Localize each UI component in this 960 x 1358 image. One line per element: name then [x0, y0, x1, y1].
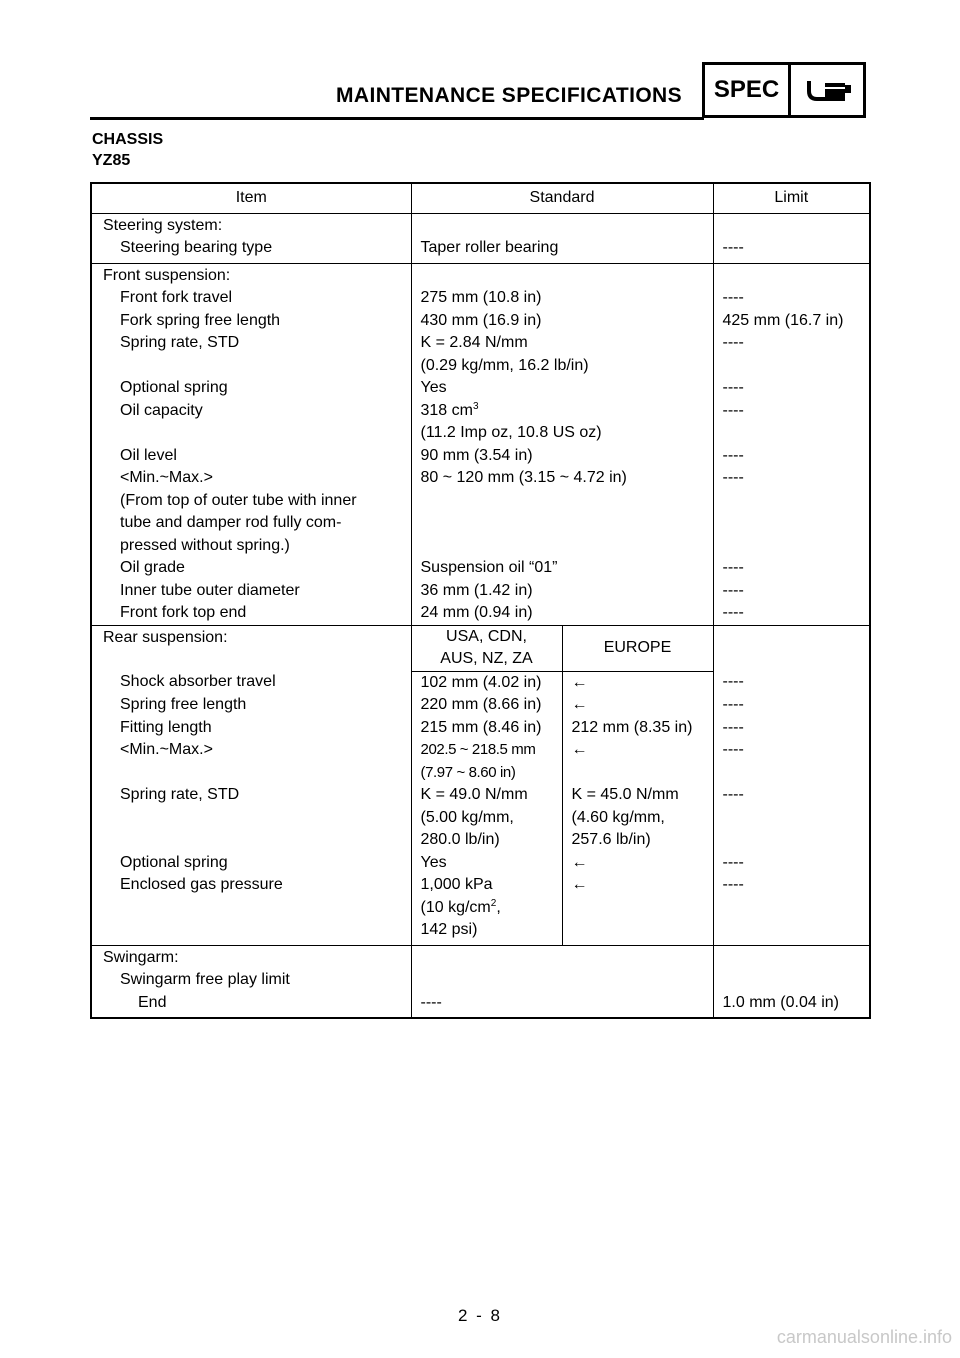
limit-value: ---- — [713, 557, 870, 580]
table-row — [91, 852, 870, 875]
table-row — [91, 580, 870, 603]
item-label: Enclosed gas pressure — [120, 876, 283, 893]
item-label: Inner tube outer diameter — [120, 581, 300, 599]
watermark: carmanualsonline.info — [776, 1327, 952, 1347]
group-title-front: Front suspension: — [91, 263, 411, 287]
limit-value: 1.0 mm (0.04 in) — [713, 992, 870, 1019]
header-item: Item — [91, 183, 411, 213]
item-label: <Min.~Max.> (From top of outer tube with inner tube and damper rod fully com- pressed without spring.) — [120, 469, 357, 554]
group-title-swingarm: Swingarm: — [91, 945, 411, 969]
item-label: Optional spring — [120, 379, 228, 396]
item-label: Fitting length — [120, 718, 212, 736]
limit-value: ---- — [713, 694, 870, 717]
item-label: Spring free length — [120, 696, 247, 713]
header-limit: Limit — [713, 183, 870, 213]
table-header-row — [91, 183, 870, 213]
standard-value-a: Yes — [411, 852, 562, 875]
limit-value: ---- — [713, 671, 870, 694]
item-label: Oil grade — [120, 559, 185, 576]
item-label: <Min.~Max.> — [120, 741, 213, 758]
table-row — [91, 694, 870, 717]
table-row — [91, 969, 870, 992]
limit-value: ---- — [713, 852, 870, 875]
standard-value: Taper roller bearing — [411, 237, 713, 263]
standard-value: 80 ~ 120 mm (3.15 ~ 4.72 in) — [411, 467, 713, 557]
table-row — [91, 377, 870, 400]
standard-value: 430 mm (16.9 in) — [411, 310, 713, 333]
table-row — [91, 332, 870, 377]
region-header-b: EUROPE — [562, 625, 713, 671]
standard-value: 24 mm (0.94 in) — [411, 602, 713, 625]
standard-value-a: 220 mm (8.66 in) — [411, 694, 562, 717]
model-name: YZ85 — [92, 152, 131, 169]
standard-value: ---- — [411, 992, 713, 1019]
table-row — [91, 213, 870, 237]
standard-value-b: ← — [562, 739, 713, 784]
table-row — [91, 310, 870, 333]
item-label: Swingarm free play limit — [120, 971, 290, 988]
chassis-spec-table — [90, 182, 871, 1019]
table-row — [91, 263, 870, 287]
standard-value: 275 mm (10.8 in) — [411, 287, 713, 310]
header-standard: Standard — [411, 183, 713, 213]
limit-value: ---- — [713, 602, 870, 625]
table-row — [91, 557, 870, 580]
table-row — [91, 739, 870, 784]
item-label: Oil level — [120, 446, 177, 464]
item-label: Front fork travel — [120, 289, 233, 306]
standard-value: Suspension oil “01” — [411, 557, 713, 580]
table-row — [91, 717, 870, 740]
item-label: Spring rate, STD — [120, 786, 240, 803]
standard-value-a: 202.5 ~ 218.5 mm (7.97 ~ 8.60 in) — [411, 739, 562, 784]
wrench-icon — [791, 65, 863, 115]
table-row — [91, 874, 870, 945]
limit-value: ---- — [713, 237, 870, 263]
table-row — [91, 945, 870, 969]
standard-value-b: ← — [562, 694, 713, 717]
standard-value-a: 1,000 kPa (10 $kg/cm^2$, 142 psi) — [411, 874, 562, 945]
standard-value: 90 mm (3.54 in) — [411, 445, 713, 468]
page-number: 2 - 8 — [457, 1306, 503, 1325]
item-label: End — [138, 993, 167, 1011]
table-row — [91, 237, 870, 263]
group-title-rear: Rear suspension: — [91, 625, 411, 671]
item-label: Fork spring free length — [120, 311, 281, 329]
table-row — [91, 467, 870, 557]
table-row — [91, 784, 870, 852]
standard-value-b: K = 45.0 N/mm (4.60 kg/mm, 257.6 lb/in) — [562, 784, 713, 852]
standard-value: Yes — [411, 377, 713, 400]
item-label: Steering bearing type — [120, 239, 273, 256]
limit-value: 425 mm (16.7 in) — [713, 310, 870, 333]
section-title: CHASSIS — [92, 131, 164, 148]
limit-value: ---- — [713, 467, 870, 557]
group-title-steering: Steering system: — [103, 216, 223, 234]
limit-value: ---- — [713, 717, 870, 740]
item-label: Spring rate, STD — [120, 334, 240, 351]
spec-badge-label: SPEC — [705, 65, 791, 115]
header-rule — [90, 117, 704, 120]
item-label: Front fork top end — [120, 604, 247, 621]
standard-value-b: ← — [562, 671, 713, 694]
limit-value: ---- — [713, 445, 870, 468]
table-row — [91, 287, 870, 310]
page-header-title: MAINTENANCE SPECIFICATIONS — [336, 84, 683, 107]
limit-value: ---- — [713, 332, 870, 377]
table-row — [91, 671, 870, 694]
standard-value-a: K = 49.0 N/mm (5.00 kg/mm, 280.0 lb/in) — [411, 784, 562, 852]
limit-value: ---- — [713, 874, 870, 945]
spec-badge — [702, 62, 866, 118]
standard-value: K = 2.84 N/mm (0.29 kg/mm, 16.2 lb/in) — [411, 332, 713, 377]
wrench-icon-graphic — [801, 75, 853, 105]
table-row — [91, 602, 870, 625]
region-header-a: USA, CDN, AUS, NZ, ZA — [411, 625, 562, 671]
standard-value: 36 mm (1.42 in) — [411, 580, 713, 603]
standard-value-a: 215 mm (8.46 in) — [411, 717, 562, 740]
limit-value: ---- — [713, 400, 870, 445]
limit-value: ---- — [713, 784, 870, 852]
standard-value-b: ← — [562, 874, 713, 945]
standard-value-b: 212 mm (8.35 in) — [562, 717, 713, 740]
item-label: Optional spring — [120, 853, 228, 871]
table-row — [91, 992, 870, 1019]
standard-value-a: 102 mm (4.02 in) — [411, 671, 562, 694]
limit-value: ---- — [713, 739, 870, 784]
limit-value: ---- — [713, 377, 870, 400]
limit-value: ---- — [713, 580, 870, 603]
table-row — [91, 400, 870, 445]
limit-value: ---- — [713, 287, 870, 310]
table-row — [91, 445, 870, 468]
item-label: Oil capacity — [120, 401, 203, 419]
standard-value: 318 $cm^3$ (11.2 Imp oz, 10.8 US oz) — [411, 400, 713, 445]
standard-value-b: ← — [562, 852, 713, 875]
table-row — [91, 625, 870, 671]
item-label: Shock absorber travel — [120, 673, 276, 690]
